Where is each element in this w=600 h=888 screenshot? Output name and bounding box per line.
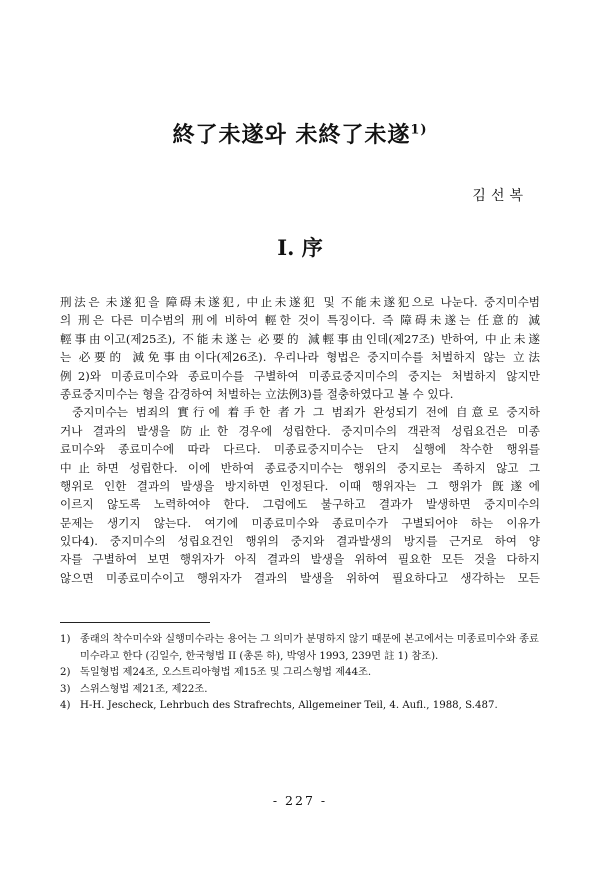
body-line: 이르지 않도록 노력하여야 한다. 그럼에도 불구하고 결과가 발생하면 중지미수의 [60,497,540,512]
body-line: 행위로 인한 결과의 발생을 방지하면 인정된다. 이때 행위자는 그 행위가 旣遂에 [60,478,540,493]
section-heading: I. 序 [277,235,323,260]
body-line: 중지미수는 범죄의 實行에 着手한 者가 그 범죄가 완성되기 전에 自意로 중지하 [72,405,540,420]
footnote-item [60,682,544,699]
body-line: 例2)와 미종료미수와 종료미수를 구별하여 미종료중지미수의 중지는 처벌하지 않지만 [60,368,540,383]
body-line: 종료중지미수는 형을 감경하여 처벌하는 立法例3)를 절충하였다고 볼 수 있다. [60,386,454,401]
body-text [60,293,540,587]
body-line: 않으면 미종료미수이고 행위자가 결과의 발생을 위하여 필요하다고 생각하는 모든 [60,570,540,585]
body-line: 中止하면 성립한다. 이에 반하여 종료중지미수는 행위의 중지로는 족하지 않고 그 [60,460,540,475]
body-line: 刑法은 未遂犯을 障碍未遂犯, 中止未遂犯 및 不能未遂犯으로 나눈다. 중지미수범 [60,295,540,309]
body-line: 있다4). 중지미수의 성립요건인 행위의 중지와 결과발생의 방지를 근거로 하여 양 [60,534,540,549]
footnote-text: 독일형법 제24조, 오스트리아형법 제15조 및 그리스형법 제44조. [80,667,372,679]
page-number: - 227 - [272,793,328,808]
footnote-text: 종래의 착수미수와 실행미수라는 용어는 그 의미가 분명하지 않기 때문에 본고에서는 미종료미수와 종료미수라고 한다 (김일수, 한국형법 II (총론 하), 박영사 1993, 239면 註 1) 참조). [80,634,539,662]
footnote-number: 4) [60,700,71,712]
article-title-text: 終了未遂와 未終了未遂 [172,122,411,148]
footnote-divider [60,622,210,623]
footnote-text: 스위스형법 제21조, 제22조. [80,683,208,695]
footnote-text: H-H. Jescheck, Lehrbuch des Strafrechts, Allgemeiner Teil, 4. Aufl., 1988, S.487. [80,700,498,712]
body-line: 거나 결과의 발생을 防止한 경우에 성립한다. 중지미수의 객관적 성립요건은 미종 [60,423,540,438]
footnote-number: 1) [60,634,71,645]
title-footnote-marker: 1) [410,122,428,138]
body-line: 輕事由이고(제25조), 不能未遂는 必要的 減輕事由인데(제27조) 반하여, 中止未遂 [60,331,540,346]
author-name: 김선복 [472,188,528,204]
body-line: 문제는 생기지 않는다. 여기에 미종료미수와 종료미수가 구별되어야 하는 이유가 [60,515,540,530]
body-line: 자를 구별하여 보면 행위자가 아직 결과의 발생을 위하여 필요한 모든 것을 다하지 [60,552,540,567]
body-line: 료미수와 종료미수에 따라 다르다. 미종료중지미수는 단지 실행에 착수한 행위를 [60,442,540,457]
footnote-number: 2) [60,667,71,679]
footnote-number: 3) [60,683,71,695]
body-line: 의 刑은 다른 미수범의 刑에 비하여 輕한 것이 특징이다. 즉 障碍未遂는 任意的 減 [60,313,540,328]
footnote-item [60,632,544,665]
article-title [0,118,600,149]
footnote-item [60,698,544,715]
footnote-item [60,665,544,682]
footnotes [60,632,544,715]
body-line: 는 必要的 減免事由이다(제26조). 우리나라 형법은 중지미수를 처벌하지 않는 立法 [60,350,540,365]
